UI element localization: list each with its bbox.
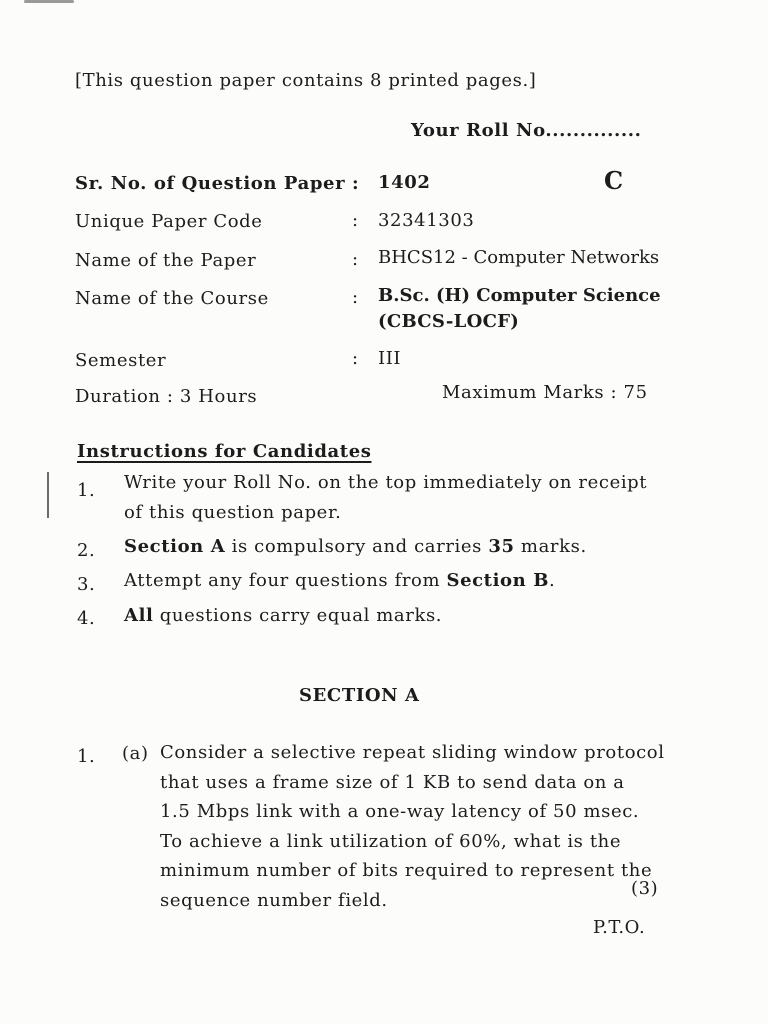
scan-edge-mark [24,0,74,3]
instruction-2 [77,540,95,561]
instructions-heading: Instructions for Candidates [77,441,372,462]
semester-label: Semester [75,350,167,371]
instruction-3-text-part2: . [549,570,556,591]
question-1a-marks: (3) [631,878,659,899]
instruction-3-text [124,570,555,591]
instruction-4-text-part1: questions carry equal marks. [153,605,443,626]
instruction-3 [77,574,95,595]
instruction-4-bold-all: All [124,605,154,626]
question-1-number: 1. [77,746,96,767]
sr-no-value: 1402 [378,172,431,193]
course-name-separator: : [352,287,359,308]
upc-separator: : [352,210,359,231]
instruction-2-text [124,536,587,557]
printed-pages-note: [This question paper contains 8 printed pages.] [75,70,537,91]
margin-pen-mark [47,472,49,518]
instruction-2-number: 2. [77,540,96,561]
upc-value: 32341303 [378,210,475,231]
instruction-3-bold-section: Section B [446,570,550,591]
course-name-value-line2: (CBCS-LOCF) [378,311,520,332]
paper-name-label: Name of the Paper [75,250,257,271]
instruction-1-line1: Write your Roll No. on the top immediately on receipt [124,472,648,493]
maximum-marks: Maximum Marks : 75 [442,382,648,403]
question-line: minimum number of bits required to represent the [160,860,653,881]
question-line: 1.5 Mbps link with a one-way latency of 50 msec. [160,801,640,822]
paper-name-value: BHCS12 - Computer Networks [378,247,660,268]
instruction-3-number: 3. [77,574,96,595]
instruction-1-number: 1. [77,480,96,501]
question-line: sequence number field. [160,889,388,911]
course-name-value-line1: B.Sc. (H) Computer Science [378,285,661,306]
course-name-label: Name of the Course [75,288,269,309]
instruction-4-number: 4. [77,608,96,629]
question-line: To achieve a link utilization of 60%, what is the [160,830,622,852]
instruction-4-text [124,605,442,626]
sr-no-label: Sr. No. of Question Paper : [75,173,360,194]
upc-label: Unique Paper Code [75,211,263,232]
instruction-2-text-part2: marks. [514,536,587,557]
question-1a-label: (a) [122,743,149,764]
roll-no-field: Your Roll No.............. [411,120,642,141]
instruction-2-bold-section: Section A [124,536,226,557]
set-code: C [604,166,624,195]
instruction-4 [77,608,95,629]
question-line: that uses a frame size of 1 KB to send data on a [160,771,625,793]
paper-name-separator: : [352,249,359,270]
pto-label: P.T.O. [593,917,646,938]
duration: Duration : 3 Hours [75,386,258,407]
instruction-3-text-part1: Attempt any four questions from [124,570,447,591]
instruction-2-text-part1: is compulsory and carries [225,536,489,557]
semester-value: III [378,348,402,369]
question-line: Consider a selective repeat sliding window protocol [160,742,665,763]
instruction-1-line2: of this question paper. [124,502,342,523]
instruction-2-bold-marks: 35 [488,536,515,557]
semester-separator: : [352,348,359,369]
section-a-heading: SECTION A [299,685,420,706]
question-1a-text [160,738,665,915]
